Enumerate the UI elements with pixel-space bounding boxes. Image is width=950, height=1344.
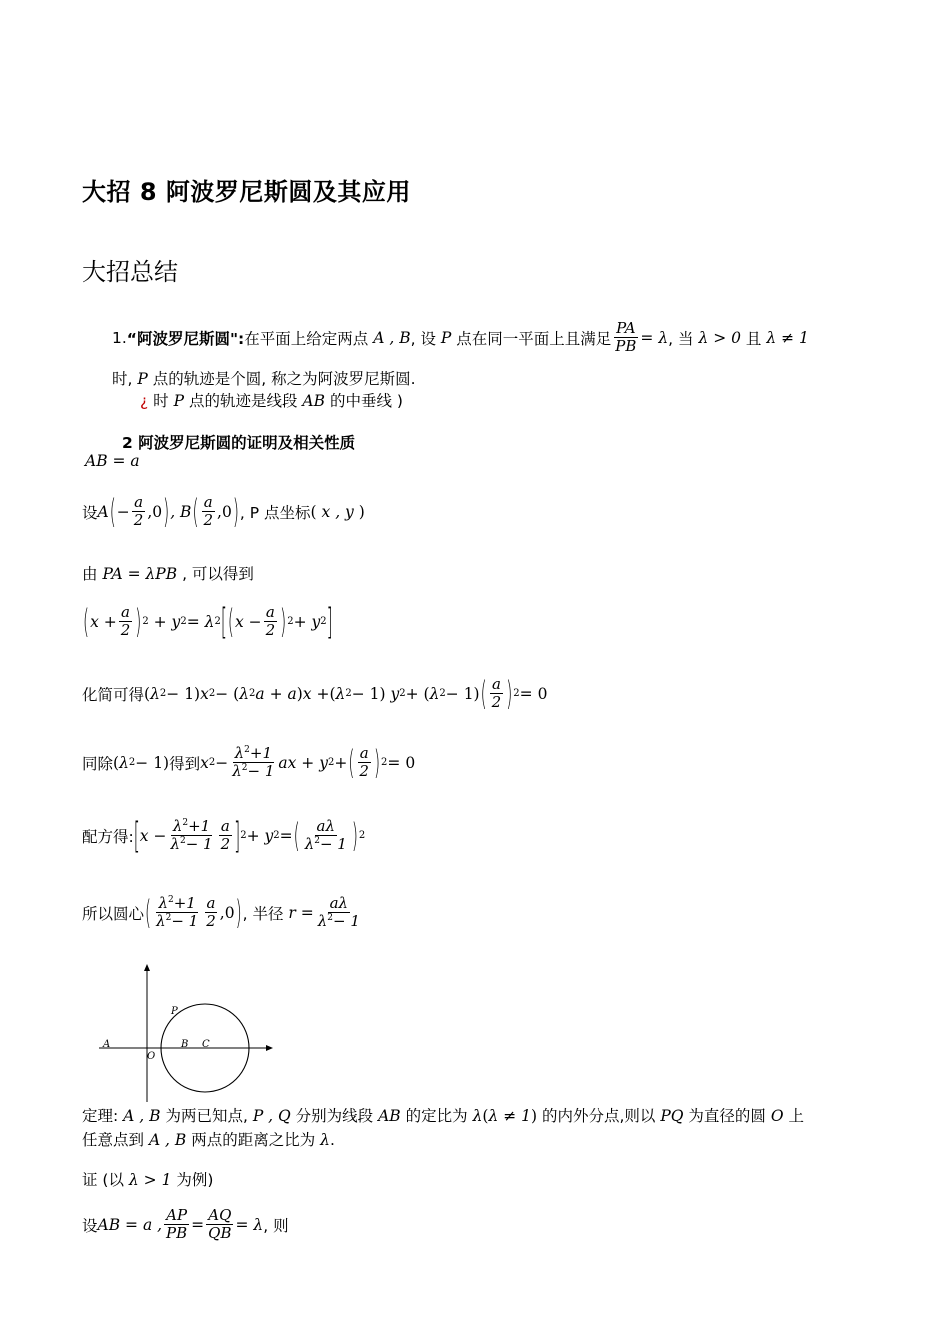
text: 配方得: <box>82 827 134 846</box>
label-a: A <box>103 1039 111 1050</box>
math: λ > 1 <box>128 1171 172 1189</box>
text: 两点的距离之比为 <box>186 1131 321 1149</box>
text: , 可以得到 <box>182 565 254 583</box>
apollonius-circle-figure <box>95 962 280 1104</box>
text: 为例) <box>171 1171 214 1189</box>
math: PA = λPB <box>102 565 178 583</box>
text: 的内外分点,则以 <box>537 1107 661 1125</box>
math: λ ≠ 1 <box>766 328 809 347</box>
theorem-line2 <box>82 1128 335 1150</box>
equation-2: 化简可得 ( λ 2 − 1) x 2 − ( λ 2 a + a ) x + ( λ 2 − 1) y 2 + ( λ 2 − 1) ( $\frac{a}{2}$ ) 2 = 0 <box>82 674 548 713</box>
theorem-line1: 定理: A , B 为两已知点, P , Q 分别为线段 AB 的定比为 λ(λ ≠ 1) 的内外分点,则以 PQ 为直径的圆 O 上 <box>82 1107 804 1125</box>
by-line <box>82 562 254 584</box>
text: 的中垂线 ) <box>329 392 403 410</box>
text: 的定比为 <box>400 1107 473 1125</box>
text: 所以圆心 <box>82 904 145 923</box>
label-c: C <box>202 1039 210 1050</box>
text: 任意点到 <box>82 1131 149 1149</box>
text: 时, <box>112 370 138 388</box>
math: A , B <box>373 328 411 347</box>
error-mark: ¿ <box>140 392 149 410</box>
item1-term: “阿波罗尼斯圆": <box>126 329 245 348</box>
text: 时 <box>153 392 174 410</box>
fraction: $\frac{a}{2}$ <box>133 493 144 530</box>
fraction: $\frac{\lambda^2+1}{\lambda^2- 1}$ <box>232 744 275 781</box>
item1-line1 <box>112 320 809 356</box>
text: 同除 <box>82 754 114 773</box>
label-b: B <box>181 1039 189 1050</box>
text: 点的轨迹是个圆, 称之为阿波罗尼斯圆. <box>152 370 416 388</box>
text: 设 <box>82 1216 98 1235</box>
fraction: $\frac{a}{2}$ <box>491 675 502 712</box>
x-axis-arrow <box>266 1045 273 1051</box>
label-p: P <box>171 1006 178 1017</box>
text: 为直径的圆 <box>683 1107 771 1125</box>
fraction: $\frac{a\lambda}{\lambda^2- 1}$ <box>304 817 347 854</box>
math: = λ <box>640 328 669 347</box>
fraction: $\frac{a}{2}$ <box>120 603 131 640</box>
fraction: $\frac{AP}{PB}$ <box>166 1206 188 1243</box>
math: P <box>440 328 452 347</box>
section-heading: 大招总结 <box>82 258 178 286</box>
text: 分别为线段 <box>290 1107 379 1125</box>
math: A , B <box>123 1107 161 1125</box>
math: AB <box>378 1107 401 1125</box>
equation-1: ( x + $\frac{a}{2}$ ) 2 + y 2 = λ 2 [ ( x − $\frac{a}{2}$ ) 2 + y 2 ] <box>83 601 333 643</box>
math: AB <box>302 392 326 410</box>
proof-line <box>82 1168 213 1190</box>
item1-number: 1. <box>112 328 127 347</box>
text: 定理: <box>82 1107 124 1125</box>
text: 化简可得 <box>82 685 145 704</box>
fraction: $\frac{a}{2}$ <box>220 817 231 854</box>
text: . <box>330 1131 335 1149</box>
coordinates-line: 设 A ( − $\frac{a}{2}$ ,0 ) , B ( $\frac{a}{2}$ ,0 ) , P 点坐标 ( x , y ) <box>82 492 365 531</box>
ratio-fraction: $\frac{PA}{PB}$ <box>615 319 637 356</box>
text: 且 <box>745 329 762 348</box>
math: P <box>173 392 185 410</box>
label-o: O <box>147 1051 156 1062</box>
math: = λ <box>235 1215 264 1234</box>
text: 上 <box>783 1107 804 1125</box>
text: , 设 <box>410 329 436 348</box>
text: 点的轨迹是线段 <box>188 392 303 410</box>
text: 在平面上给定两点 <box>244 329 369 348</box>
text: , 当 <box>668 329 694 348</box>
item1-line2 <box>112 367 416 389</box>
fraction: $\frac{a\lambda}{\lambda^2- 1}$ <box>317 894 360 931</box>
page-title: 大招 8 阿波罗尼斯圆及其应用 <box>82 178 411 206</box>
math: λ <box>320 1131 330 1149</box>
fraction: $\frac{a}{2}$ <box>206 894 216 931</box>
ab-equation: AB = a <box>85 452 140 470</box>
math: PQ <box>660 1107 684 1125</box>
fraction: $\frac{a}{2}$ <box>203 493 214 530</box>
math: P <box>137 370 148 388</box>
math: λ > 0 <box>698 328 741 347</box>
equation-4: 配方得: [ x − $\frac{\lambda^2+1}{\lambda^2- 1}$ $\frac{a}{2}$ ] 2 + y 2 = ( $\frac{a\lambda}{\lambda^2- 1}$ ) 2 <box>82 815 366 857</box>
text: 设 <box>82 503 98 522</box>
math: A , B <box>148 1131 187 1149</box>
equation-3: 同除 ( λ 2 − 1) 得到 x 2 − $\frac{\lambda^2+1}{\lambda^2- 1}$ ax + y 2 + ( $\frac{a}{2}$ ) 2 = 0 <box>82 743 416 782</box>
text: , 半径 <box>242 904 284 923</box>
text: 为两已知点, <box>160 1107 253 1125</box>
fraction: $\frac{a}{2}$ <box>265 603 276 640</box>
text: 点在同一平面上且满足 <box>456 329 612 348</box>
text: 由 <box>82 565 103 583</box>
text: , P 点坐标 <box>239 503 311 522</box>
math: P , Q <box>252 1107 291 1125</box>
text: , 则 <box>263 1216 289 1235</box>
math: O <box>770 1107 784 1125</box>
fraction: $\frac{AQ}{QB}$ <box>208 1206 232 1243</box>
fraction: $\frac{a}{2}$ <box>359 744 369 781</box>
y-axis-arrow <box>144 964 150 971</box>
math: AB = a , <box>97 1215 163 1234</box>
fraction: $\frac{\lambda^2+1}{\lambda^2- 1}$ <box>170 817 213 854</box>
equation-5: 所以圆心 ( $\frac{\lambda^2+1}{\lambda^2- 1}$ $\frac{a}{2}$ ,0 ) , 半径 r = $\frac{a\lambda}{\lambda^2- 1}$ <box>82 893 360 932</box>
fraction: $\frac{\lambda^2+1}{\lambda^2- 1}$ <box>156 894 199 931</box>
item1-line3 <box>140 389 403 411</box>
item2-heading: 2 阿波罗尼斯圆的证明及相关性质 <box>122 434 356 452</box>
last-line: 设 AB = a , $\frac{AP}{PB}$ = $\frac{AQ}{QB}$ = λ , 则 <box>82 1206 289 1243</box>
text: 得到 <box>169 754 201 773</box>
text: 证 (以 <box>82 1171 129 1189</box>
